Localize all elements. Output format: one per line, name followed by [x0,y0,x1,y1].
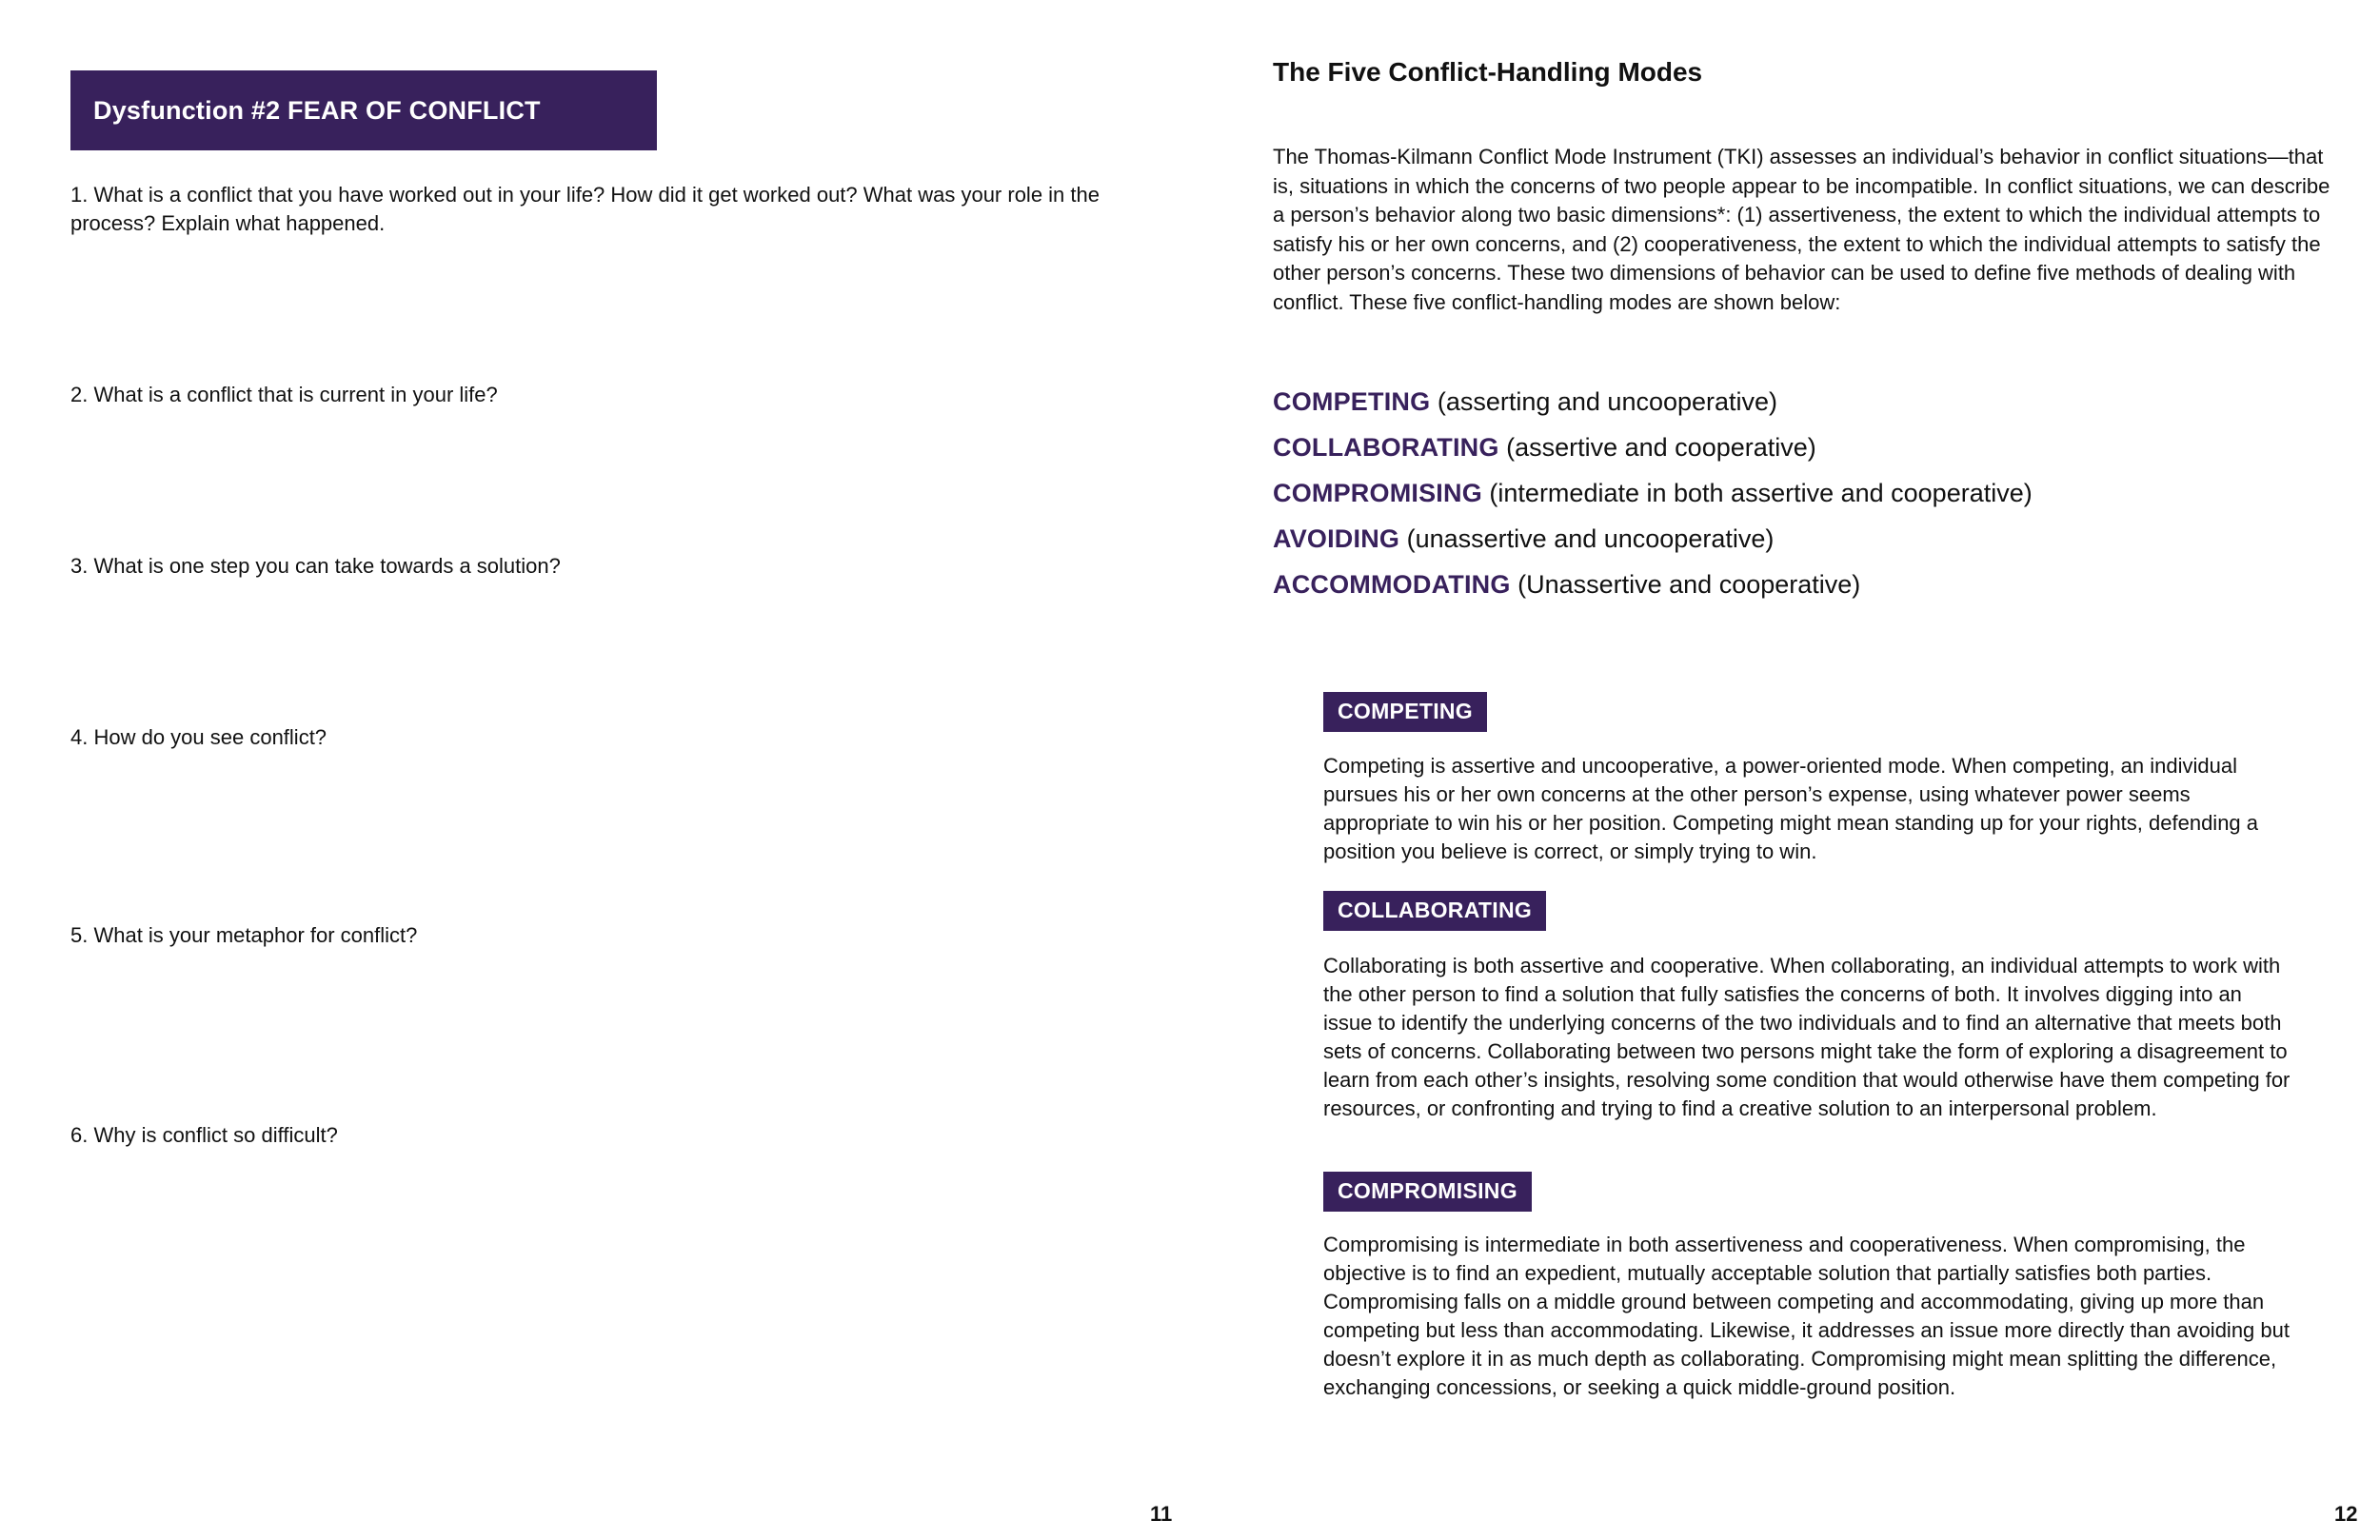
page-title: The Five Conflict-Handling Modes [1273,57,1703,87]
mode-badge-label: COMPETING [1338,699,1473,723]
mode-description: (Unassertive and cooperative) [1517,570,1861,599]
question-6: 6. Why is conflict so difficult? [70,1123,338,1147]
mode-description: (unassertive and uncooperative) [1406,524,1775,553]
mode-name: COMPETING [1273,387,1431,416]
page-number-right: 12 [2334,1502,2358,1526]
mode-section-competing-text: Competing is assertive and uncooperative, a power-oriented mode. When competing, an individual pursues his or her own concerns at the other person’s expense, using whatever power seems appropriate to win his or her position. Competing might mean standing up for your rights, defending a position you believe is correct, or simply trying to win. [1323,754,2259,863]
mode-item-collaborating [1273,424,2358,470]
question-5: 5. What is your metaphor for conflict? [70,923,418,947]
mode-badge-label: COLLABORATING [1338,898,1533,922]
mode-badge-competing [1323,692,1487,732]
mode-badge-collaborating [1323,891,1546,931]
mode-description: (assertive and cooperative) [1506,433,1816,462]
mode-item-compromising [1273,470,2358,516]
modes-list [1273,379,2358,607]
mode-badge-label: COMPROMISING [1338,1178,1517,1203]
mode-name: COLLABORATING [1273,433,1499,462]
section-header-title: Dysfunction #2 FEAR OF CONFLICT [93,95,541,125]
mode-name: COMPROMISING [1273,479,1482,507]
mode-description: (asserting and uncooperative) [1437,387,1778,416]
question-4: 4. How do you see conflict? [70,725,327,749]
mode-item-accommodating [1273,562,2358,607]
question-1: 1. What is a conflict that you have worked out in your life? How did it get worked out? What was your role in the process? Explain what happened. [70,183,1100,235]
mode-section-collaborating-text: Collaborating is both assertive and cooperative. When collaborating, an individual attempts to work with the other person to find a solution that fully satisfies the concerns of both. It involves digging into an issue to identify the underlying concerns of the two individuals and to find an alternative that meets both sets of concerns. Collaborating between two persons might take the form of exploring a disagreement to learn from each other’s insights, resolving some condition that would otherwise have them competing for resources, or confronting and trying to find a creative solution to an interpersonal problem. [1323,954,2291,1120]
page-number-left: 11 [1150,1502,1173,1526]
intro-paragraph: The Thomas-Kilmann Conflict Mode Instrument (TKI) assesses an individual’s behavior in conflict situations—that is, situations in which the concerns of two people appear to be incompatible. In conflict situations, we can describe a person’s behavior along two basic dimensions*: (1) assertiveness, the extent to which the individual attempts to satisfy his or her own concerns, and (2) cooperativeness, the extent to which the individual attempts to satisfy the other person’s concerns. These two dimensions of behavior can be used to define five methods of dealing with conflict. These five conflict-handling modes are shown below: [1273,145,2330,314]
mode-description: (intermediate in both assertive and cooperative) [1489,479,2033,507]
section-header-banner [70,70,657,150]
mode-item-avoiding [1273,516,2358,562]
question-3: 3. What is one step you can take towards a solution? [70,554,561,578]
mode-item-competing [1273,379,2358,424]
mode-badge-compromising [1323,1172,1532,1212]
mode-section-compromising-text: Compromising is intermediate in both assertiveness and cooperativeness. When compromising, the objective is to find an expedient, mutually acceptable solution that partially satisfies both parties. Compromising falls on a middle ground between competing and accommodating, giving up more than competing but less than accommodating. Likewise, it addresses an issue more directly than avoiding but doesn’t explore it in as much depth as collaborating. Compromising might mean splitting the difference, exchanging concessions, or seeking a quick middle-ground position. [1323,1233,2290,1399]
mode-name: AVOIDING [1273,524,1400,553]
question-2: 2. What is a conflict that is current in your life? [70,383,498,406]
mode-name: ACCOMMODATING [1273,570,1511,599]
